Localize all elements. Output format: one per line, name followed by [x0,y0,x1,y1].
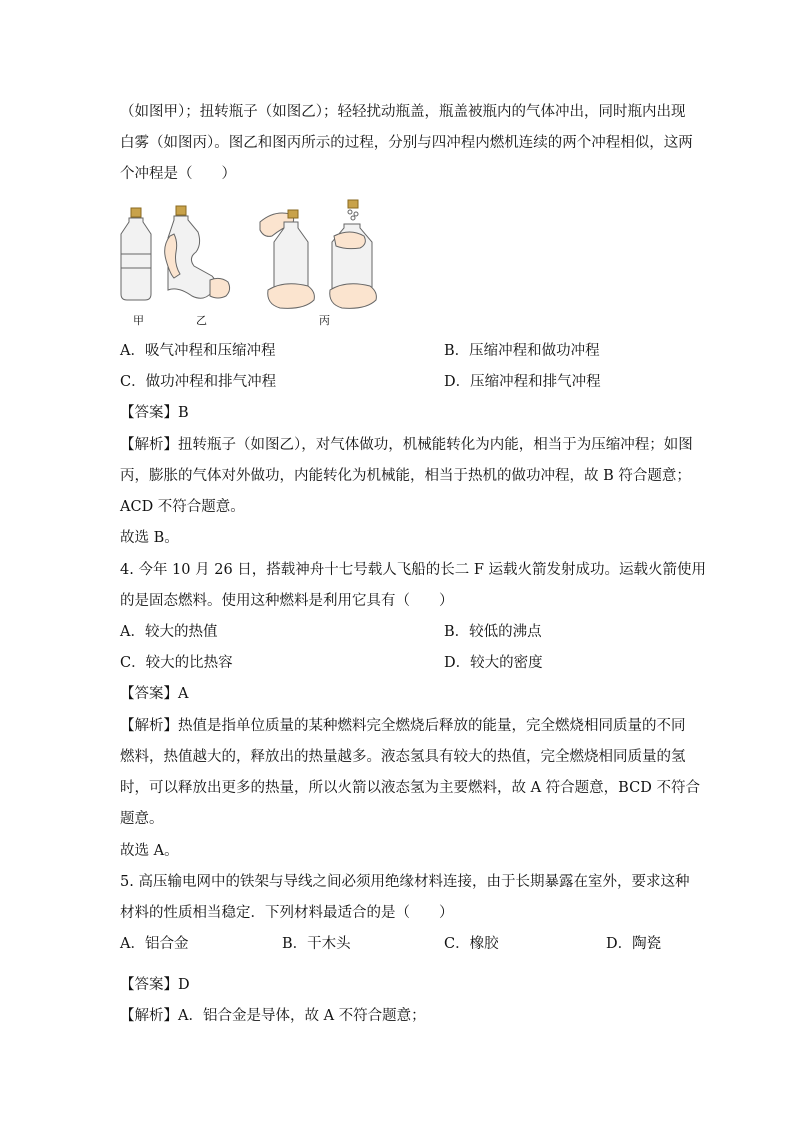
bottle-experiment-figure [118,196,388,332]
q5-option-d: D．陶瓷 [606,936,662,952]
q5-stem-line-2: 材料的性质相当稳定．下列材料最适合的是（ ） [120,905,454,921]
q4-analysis-line-3: 时，可以释放出更多的热量，所以火箭以液态氢为主要燃料，故 A 符合题意，BCD 不符合 [120,780,700,796]
q5-option-b: B．干木头 [282,936,351,952]
q4-stem-line-2: 的是固态燃料。使用这种燃料是利用它具有（ ） [120,593,454,609]
q3-analysis-line-1: 【解析】扭转瓶子（如图乙），对气体做功，机械能转化为内能，相当于为压缩冲程；如图 [120,437,693,453]
q3-stem-line-2: 白雾（如图丙）。图乙和图丙所示的过程，分别与四冲程内燃机连续的两个冲程相似，这两 [120,135,693,151]
q3-answer: 【答案】B [120,405,189,421]
q5-option-a: A．铝合金 [120,936,189,952]
q4-conclusion: 故选 A。 [120,843,179,859]
q3-option-a: A．吸气冲程和压缩冲程 [120,343,276,359]
q3-stem-line-1: （如图甲）；扭转瓶子（如图乙）；轻轻扰动瓶盖，瓶盖被瓶内的气体冲出，同时瓶内出现 [120,104,686,120]
q4-option-c: C．较大的比热容 [120,655,233,671]
q4-option-d: D．较大的密度 [444,655,543,671]
q3-analysis-line-2: 丙，膨胀的气体对外做功，内能转化为机械能，相当于热机的做功冲程，故 B 符合题意； [120,468,691,484]
q4-answer: 【答案】A [120,686,189,702]
q3-stem-line-3: 个冲程是（ ） [120,166,236,182]
q3-option-d: D．压缩冲程和排气冲程 [444,374,601,390]
q4-analysis-line-4: 题意。 [120,811,164,827]
q5-answer: 【答案】D [120,977,190,993]
q5-option-c: C．橡胶 [444,936,499,952]
q5-stem-line-1: 5. 高压输电网中的铁架与导线之间必须用绝缘材料连接，由于长期暴露在室外，要求这种 [120,874,690,890]
bottle-bing-mist-illustration [330,200,377,308]
q4-option-a: A．较大的热值 [120,624,218,640]
q3-conclusion: 故选 B。 [120,530,179,546]
bottle-bing-cap-illustration [260,210,314,308]
bottle-yi-illustration [165,206,230,298]
q5-analysis-line-1: 【解析】A．铝合金是导体，故 A 不符合题意； [120,1008,426,1024]
figure-label-jia: 甲 [133,314,144,327]
q4-analysis-line-1: 【解析】热值是指单位质量的某种燃料完全燃烧后释放的能量，完全燃烧相同质量的不同 [120,718,686,734]
q3-analysis-line-3: ACD 不符合题意。 [120,499,245,515]
bottle-jia-illustration [121,208,151,300]
q4-stem-line-1: 4. 今年 10 月 26 日，搭载神舟十七号载人飞船的长二 F 运载火箭发射成功。运载火箭使用 [120,562,707,578]
figure-label-bing: 丙 [319,314,330,327]
figure-label-yi: 乙 [196,314,207,327]
q4-analysis-line-2: 燃料，热值越大的，释放出的热量越多。液态氢具有较大的热值，完全燃烧相同质量的氢 [120,749,686,765]
q3-option-b: B．压缩冲程和做功冲程 [444,343,600,359]
q4-option-b: B．较低的沸点 [444,624,542,640]
q3-option-c: C．做功冲程和排气冲程 [120,374,277,390]
